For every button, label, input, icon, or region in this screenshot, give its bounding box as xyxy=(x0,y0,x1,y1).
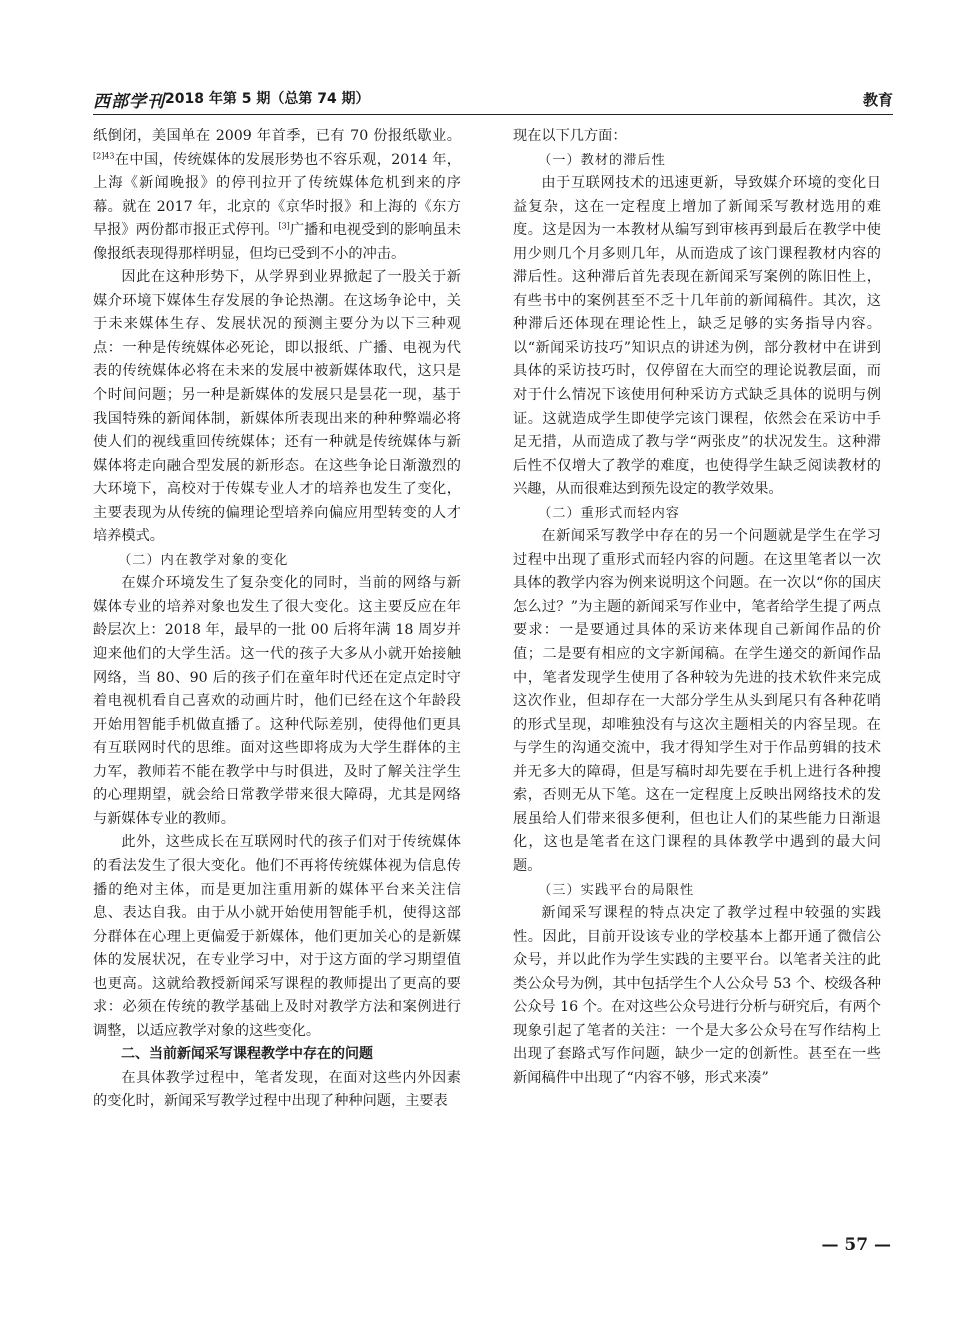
text: 在中国，传统媒体的发展形势也不容乐观，2014 年，上海《新闻晚报》的停刊拉开了传统媒体危机到来的序幕。就在 2017 年，北京的《京华时报》和上海的《东方早报》两份都市报正式停刊。 xyxy=(93,151,461,239)
page-number: — 57 — xyxy=(821,1235,891,1255)
header-rule xyxy=(93,114,893,115)
text: 广播和电视受到的影响虽未像报纸表现得那样明显，但均已受到不小的冲击。 xyxy=(93,222,461,262)
subsection-heading: （一）教材的滞后性 xyxy=(538,152,666,168)
paragraph: 在媒介环境发生了复杂变化的同时，当前的网络与新媒体专业的培养对象也发生了很大变化。这主要反应在年龄层次上：2018 年，最早的一批 00 后将年满 18 周岁并迎来他们的大学生活。这一代的孩子大多从小就开始接触网络，当 80、90 后的孩子们在童年时代还在定点定时守着电视机看自己喜欢的动画片时，他们已经在这个年龄段开始用智能手机做直播了。这种代际差别，使得他们更具有互联网时代的思维。面对这些即将成为大学生群体的主力军，教师若不能在教学中与时俱进，及时了解关注学生的心理期望，就会给日常教学带来很大障碍，尤其是网络与新媒体专业的教师。 xyxy=(93,575,461,827)
subsection-heading: （二）内在教学对象的变化 xyxy=(118,552,289,568)
page-header xyxy=(93,85,893,113)
paragraph: 现在以下几方面： xyxy=(513,128,627,144)
paragraph xyxy=(93,125,461,266)
paragraph: 在具体教学过程中，笔者发现，在面对这些内外因素的变化时，新闻采写教学过程中出现了种种问题，主要表 xyxy=(93,1069,461,1110)
paragraph: 在新闻采写教学中存在的另一个问题就是学生在学习过程中出现了重形式而轻内容的问题。在这里笔者以一次具体的教学内容为例来说明这个问题。在一次以“你的国庆怎么过？”为主题的新闻采写作业中，笔者给学生提了两点要求：一是要通过具体的采访来体现自己新闻作品的价值；二是要有相应的文字新闻稿。在学生递交的新闻作品中，笔者发现学生使用了各种较为先进的技术软件来完成这次作业，但却存在一大部分学生从头到尾只有各种花哨的形式呈现，却唯独没有与这次主题相关的内容呈现。在与学生的沟通交流中，我才得知学生对于作品剪辑的技术并无多大的障碍，但是写稿时却先要在手机上进行各种搜索，否则无从下笔。这在一定程度上反映出网络技术的发展虽给人们带来很多便利，但也让人们的某些能力日渐退化，这也是笔者在这门课程的具体教学中遇到的最大问题。 xyxy=(513,528,881,874)
paragraph: 新闻采写课程的特点决定了教学过程中较强的实践性。因此，目前开设该专业的学校基本上都开通了微信公众号，并以此作为学生实践的主要平台。以笔者关注的此类公众号为例，其中包括学生个人公众号 53 个、校级各种公众号 16 个。在对这些公众号进行分析与研究后，有两个现象引起了笔者的关注：一个是大多公众号在写作结构上出现了套路式写作问题，缺少一定的创新性。甚至在一些新闻稿件中出现了“内容不够，形式来凑” xyxy=(513,905,881,1086)
section-heading: 二、当前新闻采写课程教学中存在的问题 xyxy=(121,1046,373,1063)
citation: [2]43 xyxy=(93,150,115,160)
left-column xyxy=(93,125,461,1114)
text: 纸倒闭，美国单在 2009 年首季，已有 70 份报纸歇业。 xyxy=(93,128,461,144)
subsection-heading: （二）重形式而轻内容 xyxy=(538,505,680,521)
journal-logo: 西部学刊 xyxy=(93,92,165,112)
issue-info: 2018 年第 5 期（总第 74 期） xyxy=(165,91,370,107)
subsection-heading: （三）实践平台的局限性 xyxy=(538,882,695,898)
paragraph: 由于互联网技术的迅速更新，导致媒介环境的变化日益复杂，这在一定程度上增加了新闻采写教材选用的难度。这是因为一本教材从编写到审核再到最后在教学中使用少则几个月多则几年，从而造成了该门课程教材内容的滞后性。这种滞后首先表现在新闻采写案例的陈旧性上，有些书中的案例甚至不乏十几年前的新闻稿件。其次，这种滞后还体现在理论性上，缺乏足够的实务指导内容。以“新闻采访技巧”知识点的讲述为例，部分教材中在讲到具体的采访技巧时，仅停留在大而空的理论说教层面，而对于什么情况下该使用何种采访方式缺乏具体的说明与例证。这就造成学生即使学完该门课程，依然会在采访中手足无措，从而造成了教与学“两张皮”的状况发生。这种滞后性不仅增大了教学的难度，也使得学生缺乏阅读教材的兴趣，从而很难达到预先设定的教学效果。 xyxy=(513,175,881,498)
right-column xyxy=(513,125,881,1090)
paragraph: 此外，这些成长在互联网时代的孩子们对于传统媒体的看法发生了很大变化。他们不再将传统媒体视为信息传播的绝对主体，而是更加注重用新的媒体平台来关注信息、表达自我。由于从小就开始使用智能手机，使得这部分群体在心理上更偏爱于新媒体，他们更加关心的是新媒体的发展状况，在专业学习中，对于这方面的学习期望值也更高。这就给教授新闻采写课程的教师提出了更高的要求：必须在传统的教学基础上及时对教学方法和案例进行调整，以适应教学对象的这些变化。 xyxy=(93,834,461,1039)
citation: [3] xyxy=(278,221,290,231)
section-label: 教育 xyxy=(862,91,893,109)
paragraph: 因此在这种形势下，从学界到业界掀起了一股关于新媒介环境下媒体生存发展的争论热潮。在这场争论中，关于未来媒体生存、发展状况的预测主要分为以下三种观点：一种是传统媒体必死论，即以报纸、广播、电视为代表的传统媒体必将在未来的发展中被新媒体取代，这只是个时间问题；另一种是新媒体的发展只是昙花一现，基于我国特殊的新闻体制，新媒体所表现出来的种种弊端必将使人们的视线重回传统媒体；还有一种就是传统媒体与新媒体将走向融合型发展的新形态。在这些争论日渐激烈的大环境下，高校对于传媒专业人才的培养也发生了变化，主要表现为从传统的偏理论型培养向偏应用型转变的人才培养模式。 xyxy=(93,269,461,545)
